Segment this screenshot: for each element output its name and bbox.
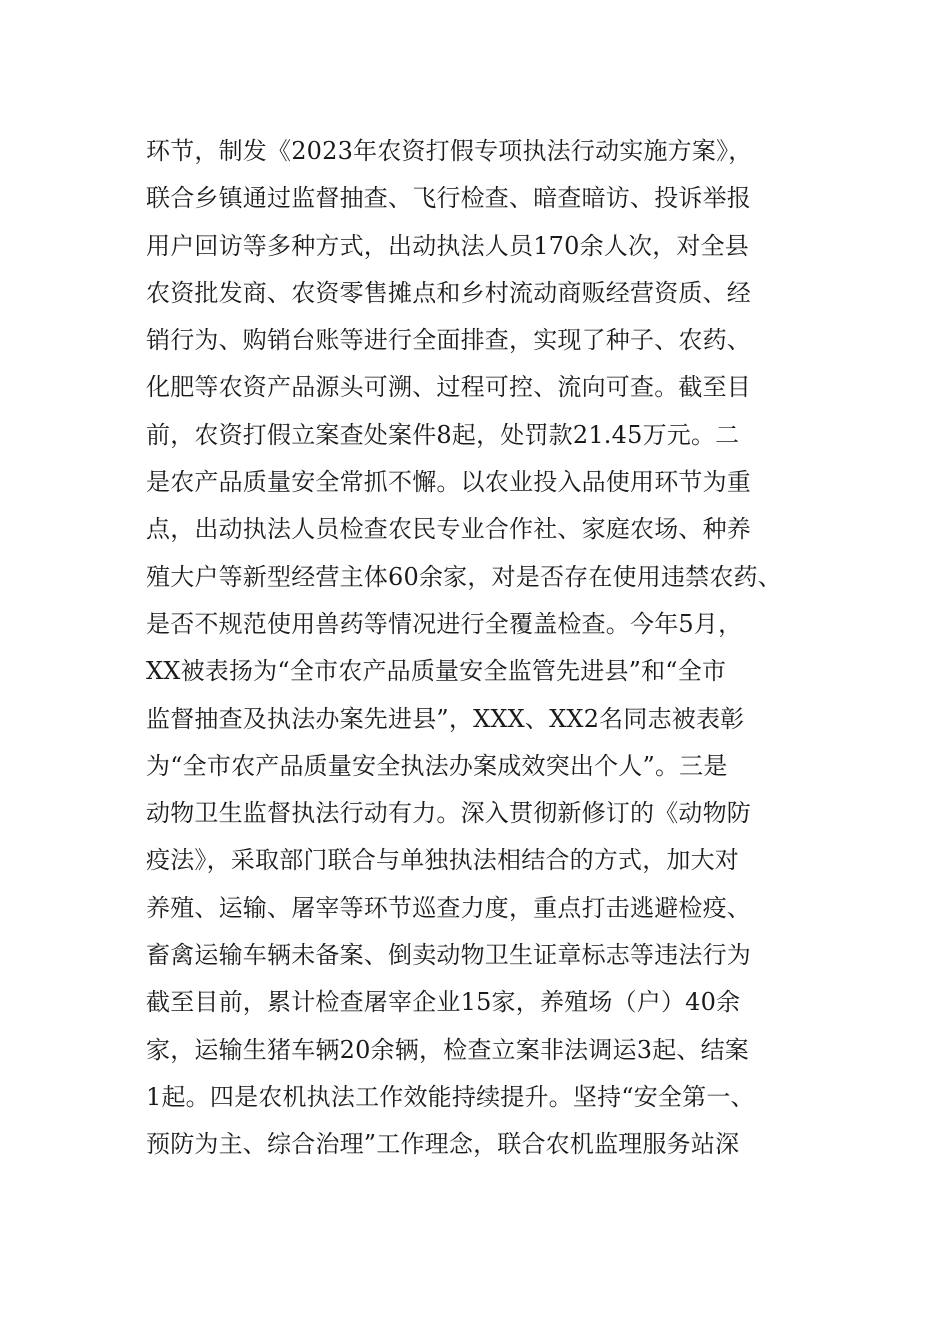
text-line: 养殖、运输、屠宰等环节巡查力度，重点打击逃避检疫、 — [146, 893, 751, 922]
text-line: 1起。四是农机执法工作效能持续提升。坚持“安全第一、 — [146, 1082, 755, 1111]
text-line: 点，出动执法人员检查农民专业合作社、家庭农场、种养 — [146, 515, 751, 544]
text-line: 为“全市农产品质量安全执法办案成效突出个人”。三是 — [146, 751, 728, 780]
text-line: 环节，制发《2023年农资打假专项执法行动实施方案》， — [146, 137, 753, 165]
text-line: 疫法》，采取部门联合与单独执法相结合的方式，加大对 — [146, 846, 739, 875]
text-line: 农资批发商、农资零售摊点和乡村流动商贩经营资质、经 — [146, 278, 751, 307]
text-line: XX被表扬为“全市农产品质量安全监管先进县”和“全市 — [146, 657, 727, 686]
text-line: 家，运输生猪车辆20余辆，检查立案非法调运3起、结案 — [146, 1035, 750, 1064]
text-line: 联合乡镇通过监督抽查、飞行检查、暗查暗访、投诉举报 — [146, 184, 751, 213]
text-line: 畜禽运输车辆未备案、倒卖动物卫生证章标志等违法行为 — [146, 941, 751, 970]
body-text — [146, 128, 826, 1169]
text-line: 是否不规范使用兽药等情况进行全覆盖检查。今年5月， — [146, 609, 743, 638]
text-line: 用户回访等多种方式，出动执法人员170余人次，对全县 — [146, 231, 750, 260]
text-line: 是农产品质量安全常抓不懈。以农业投入品使用环节为重 — [146, 468, 751, 497]
text-line: 前，农资打假立案查处案件8起，处罚款21.45万元。二 — [146, 420, 740, 449]
text-line: 化肥等农资产品源头可溯、过程可控、流向可查。截至目 — [146, 373, 751, 402]
text-line: 预防为主、综合治理”工作理念，联合农机监理服务站深 — [146, 1130, 740, 1159]
text-line: 监督抽查及执法办案先进县”，XXX、XX2名同志被表彰 — [146, 704, 745, 733]
text-line: 销行为、购销台账等进行全面排查，实现了种子、农药、 — [146, 326, 751, 355]
text-line: 截至目前，累计检查屠宰企业15家，养殖场（户）40余 — [146, 988, 741, 1017]
text-line: 动物卫生监督执法行动有力。深入贯彻新修订的《动物防 — [146, 799, 751, 828]
text-line: 殖大户等新型经营主体60余家，对是否存在使用违禁农药、 — [146, 562, 782, 591]
